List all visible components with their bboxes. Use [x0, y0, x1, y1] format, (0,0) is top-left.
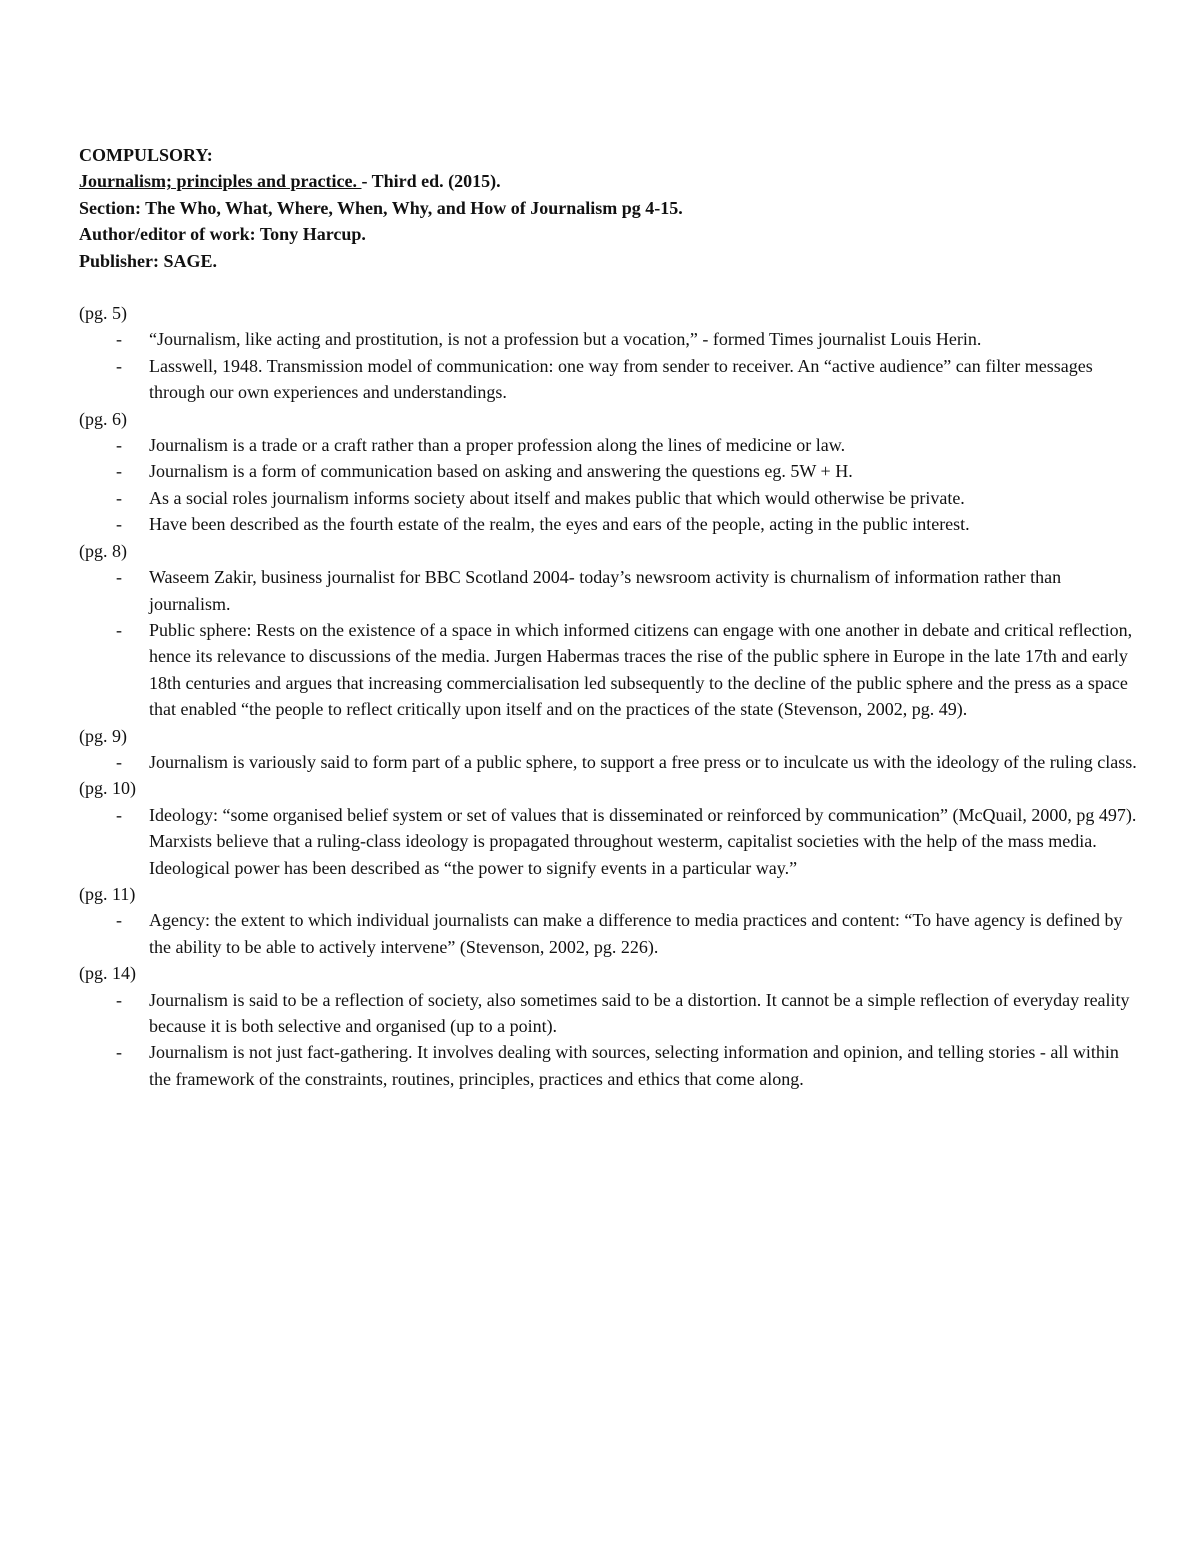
bullet-dash: - — [116, 355, 122, 376]
note-list — [79, 432, 1139, 538]
section-line: Section: The Who, What, Where, When, Why, and How of Journalism pg 4-15. — [79, 197, 683, 218]
note-text: Journalism is variously said to form part of a public sphere, to support a free press or to inculcate us with the ideology of the ruling class. — [149, 751, 1137, 772]
bullet-dash: - — [116, 804, 122, 825]
bullet-dash: - — [116, 487, 122, 508]
bullet-dash: - — [116, 461, 122, 482]
page-note-group — [79, 723, 1139, 776]
note-text: Waseem Zakir, business journalist for BBC Scotland 2004- today’s newsroom activity is churnalism of information rather than journalism. — [149, 567, 1062, 614]
note-text: Lasswell, 1948. Transmission model of communication: one way from sender to receiver. An “active audience” can filter messages through our own experiences and understandings. — [149, 355, 1093, 403]
bullet-dash: - — [116, 910, 122, 931]
list-item — [79, 326, 1139, 352]
list-item — [79, 564, 1139, 617]
note-text: Ideology: “some organised belief system or set of values that is disseminated or reinforced by communication” (McQuail, 2000, pg 497). Marxists believe that a ruling-class ideology is propagated throughout westerm, capitalist societies with the help of the mass media. Ideological power has been described as “the power to signify events in a particular way.” — [149, 804, 1137, 878]
page-note-group — [79, 538, 1139, 723]
bullet-dash: - — [116, 567, 122, 588]
page-reference: (pg. 5) — [79, 303, 127, 324]
compulsory-heading: COMPULSORY: — [79, 145, 213, 165]
document-header — [79, 142, 1139, 274]
note-text: Journalism is a trade or a craft rather than a proper profession along the lines of medicine or law. — [149, 435, 846, 456]
page-reference: (pg. 10) — [79, 778, 136, 799]
list-item — [79, 458, 1139, 484]
note-text: Journalism is a form of communication based on asking and answering the questions eg. 5W + H. — [149, 461, 853, 482]
page-reference: (pg. 14) — [79, 963, 136, 984]
note-text: As a social roles journalism informs society about itself and makes public that which would otherwise be private. — [149, 487, 965, 508]
book-title-line — [79, 168, 1139, 194]
bullet-dash: - — [116, 514, 122, 535]
note-text: Agency: the extent to which individual journalists can make a difference to media practices and content: “To have agency is defined by the ability to be able to actively intervene” (Stevenson, 2002, pg. 226). — [149, 910, 1123, 957]
publisher-line: Publisher: SAGE. — [79, 250, 218, 271]
note-list — [79, 987, 1139, 1093]
page-reference: (pg. 9) — [79, 725, 127, 746]
note-text: Journalism is said to be a reflection of society, also sometimes said to be a distortion. It cannot be a simple reflection of everyday reality because it is both selective and organised (up to a point). — [149, 989, 1130, 1036]
note-text: Journalism is not just fact-gathering. It involves dealing with sources, selecting information and opinion, and telling stories - all within the framework of the constraints, routines, principles, practices and ethics that come along. — [149, 1042, 1119, 1089]
note-text: Public sphere: Rests on the existence of a space in which informed citizens can engage with one another in debate and critical reflection, hence its relevance to discussions of the media. Jurgen Habermas traces the rise of the public sphere in Europe in the late 17th and early 18th centuries and argues that increasing commercialisation led subsequently to the decline of the public sphere and the press as a space that enabled “the people to reflect critically upon itself and on the practices of the state (Stevenson, 2002, pg. 49). — [149, 619, 1133, 720]
page-reference: (pg. 8) — [79, 540, 127, 561]
bullet-dash: - — [116, 329, 122, 350]
list-item — [79, 485, 1139, 511]
note-list — [79, 802, 1139, 881]
note-list — [79, 907, 1139, 960]
page-note-group — [79, 406, 1139, 538]
list-item — [79, 353, 1139, 406]
list-item — [79, 432, 1139, 458]
book-title: Journalism; principles and practice. — [79, 171, 362, 192]
list-item — [79, 987, 1139, 1040]
header-spacer — [79, 274, 1139, 300]
list-item — [79, 802, 1139, 881]
page-reference: (pg. 6) — [79, 408, 127, 429]
bullet-dash: - — [116, 435, 122, 456]
page-note-group — [79, 960, 1139, 1092]
page-reference: (pg. 11) — [79, 883, 136, 904]
list-item — [79, 749, 1139, 775]
page-note-group — [79, 775, 1139, 881]
document-page — [79, 142, 1139, 1092]
book-edition: - Third ed. (2015). — [361, 171, 501, 192]
page-note-group — [79, 300, 1139, 406]
note-text: Have been described as the fourth estate of the realm, the eyes and ears of the people, acting in the public interest. — [149, 514, 970, 535]
bullet-dash: - — [116, 989, 122, 1010]
note-list — [79, 749, 1139, 775]
bullet-dash: - — [116, 619, 122, 640]
note-text: “Journalism, like acting and prostitution, is not a profession but a vocation,” - formed Times journalist Louis Herin. — [149, 329, 982, 350]
notes-body — [79, 300, 1139, 1092]
list-item — [79, 907, 1139, 960]
bullet-dash: - — [116, 1042, 122, 1063]
bullet-dash: - — [116, 751, 122, 772]
page-note-group — [79, 881, 1139, 960]
list-item — [79, 1039, 1139, 1092]
author-line: Author/editor of work: Tony Harcup. — [79, 224, 366, 245]
note-list — [79, 564, 1139, 722]
list-item — [79, 511, 1139, 537]
note-list — [79, 326, 1139, 405]
list-item — [79, 617, 1139, 723]
